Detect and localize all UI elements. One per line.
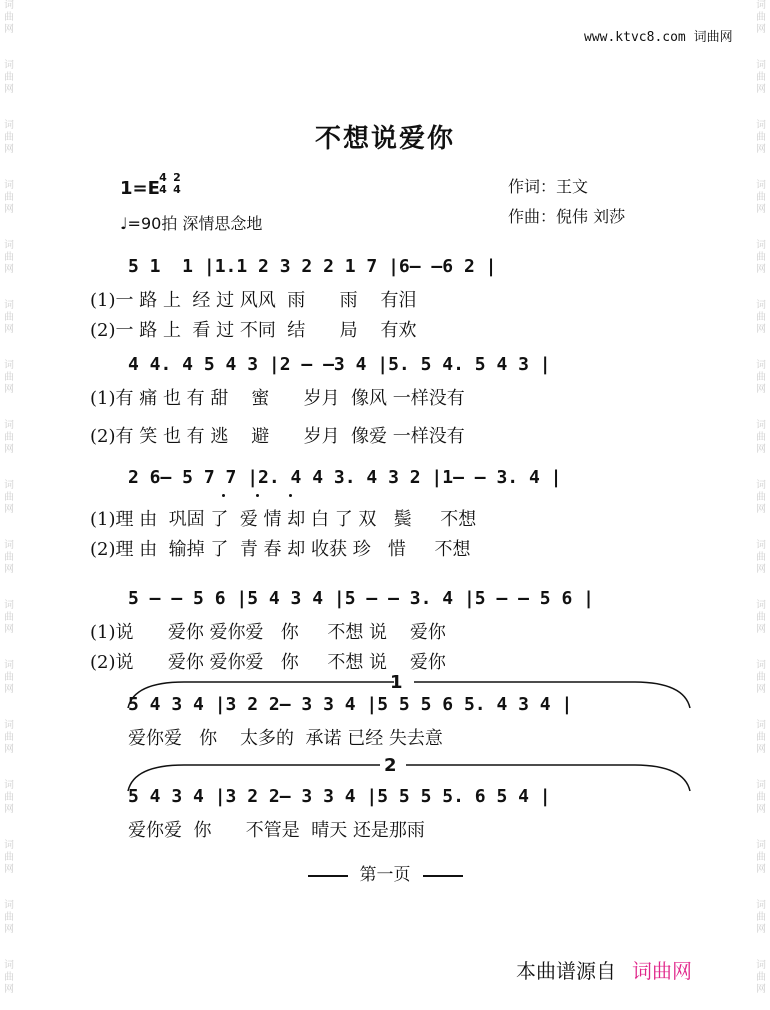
notation-line-4: 5 — — 5 6 |5 4 3 4 |5 — — 3. 4 |5 — — 5 6 | bbox=[128, 588, 594, 609]
time-signature-b: 2 4 bbox=[173, 171, 181, 196]
lyric-line-4-verse-1: (1)说 爱你 爱你爱 你 不想 说 爱你 bbox=[90, 622, 446, 643]
notation-line-1: 5 1 1 |1.1 2 3 2 2 1 7 |6— —6 2 | bbox=[128, 256, 497, 277]
notation-line-2: 4 4. 4 5 4 3 |2 — —3 4 |5. 5 4. 5 4 3 | bbox=[128, 354, 551, 375]
lyric-line-3-verse-2: (2)理 由 输掉 了 青 春 却 收获 珍 惜 不想 bbox=[90, 539, 471, 560]
right-watermark: 词曲网 词曲网 词曲网 词曲网 词曲网 词曲网 词曲网 词曲网 词曲网 词曲网 词曲网 词曲网 词曲网 词曲网 词曲网 词曲网 词曲网 bbox=[756, 0, 766, 995]
lyric-line-1-verse-2: (2)一 路 上 看 过 不同 结 局 有欢 bbox=[90, 320, 417, 341]
lyric-line-4-verse-2: (2)说 爱你 爱你爱 你 不想 说 爱你 bbox=[90, 652, 446, 673]
lyric-ending-1: 爱你爱 你 太多的 承诺 已经 失去意 bbox=[128, 728, 443, 749]
notation-line-3: 2 6— 5 7 7 |2. 4 4 3. 4 3 2 |1— — 3. 4 | bbox=[128, 467, 562, 488]
page-title: 不想说爱你 bbox=[314, 124, 455, 154]
composer: 作曲：倪伟 刘莎 bbox=[508, 207, 626, 226]
site-url[interactable]: www.ktvc8.com 词曲网 bbox=[584, 30, 733, 45]
lyric-line-2-verse-2: (2)有 笑 也 有 逃 避 岁月 像爱 一样没有 bbox=[90, 426, 465, 447]
tempo-marking: ♩=90拍 深情思念地 bbox=[120, 214, 263, 233]
lyricist: 作词：王文 bbox=[508, 177, 589, 196]
lyric-line-3-verse-1: (1)理 由 巩固 了 爱 情 却 白 了 双 鬓 不想 bbox=[90, 509, 477, 530]
notation-ending-1: 5 4 3 4 |3 2 2— 3 3 4 |5 5 5 6 5. 4 3 4 | bbox=[128, 694, 573, 715]
source-credit: 本曲谱源自 词曲网 bbox=[516, 959, 692, 983]
lyric-line-1-verse-1: (1)一 路 上 经 过 风风 雨 雨 有泪 bbox=[90, 290, 417, 311]
ending-1-label: 1 bbox=[390, 672, 403, 693]
lyric-ending-2: 爱你爱 你 不管是 晴天 还是那雨 bbox=[128, 820, 425, 841]
low-octave-dot bbox=[256, 494, 259, 497]
notation-ending-2: 5 4 3 4 |3 2 2— 3 3 4 |5 5 5 5. 6 5 4 | bbox=[128, 786, 551, 807]
ending-2-label: 2 bbox=[384, 755, 397, 776]
low-octave-dot bbox=[222, 494, 225, 497]
source-brand[interactable]: 词曲网 bbox=[632, 959, 692, 983]
time-signature-a: 4 4 bbox=[159, 171, 167, 196]
key-signature: 1=E bbox=[120, 178, 160, 199]
low-octave-dot bbox=[289, 494, 292, 497]
page-footer: 第一页 bbox=[0, 860, 770, 885]
left-watermark: 词曲网 词曲网 词曲网 词曲网 词曲网 词曲网 词曲网 词曲网 词曲网 词曲网 词曲网 词曲网 词曲网 词曲网 词曲网 词曲网 词曲网 bbox=[4, 0, 14, 995]
lyric-line-2-verse-1: (1)有 痛 也 有 甜 蜜 岁月 像风 一样没有 bbox=[90, 388, 465, 409]
